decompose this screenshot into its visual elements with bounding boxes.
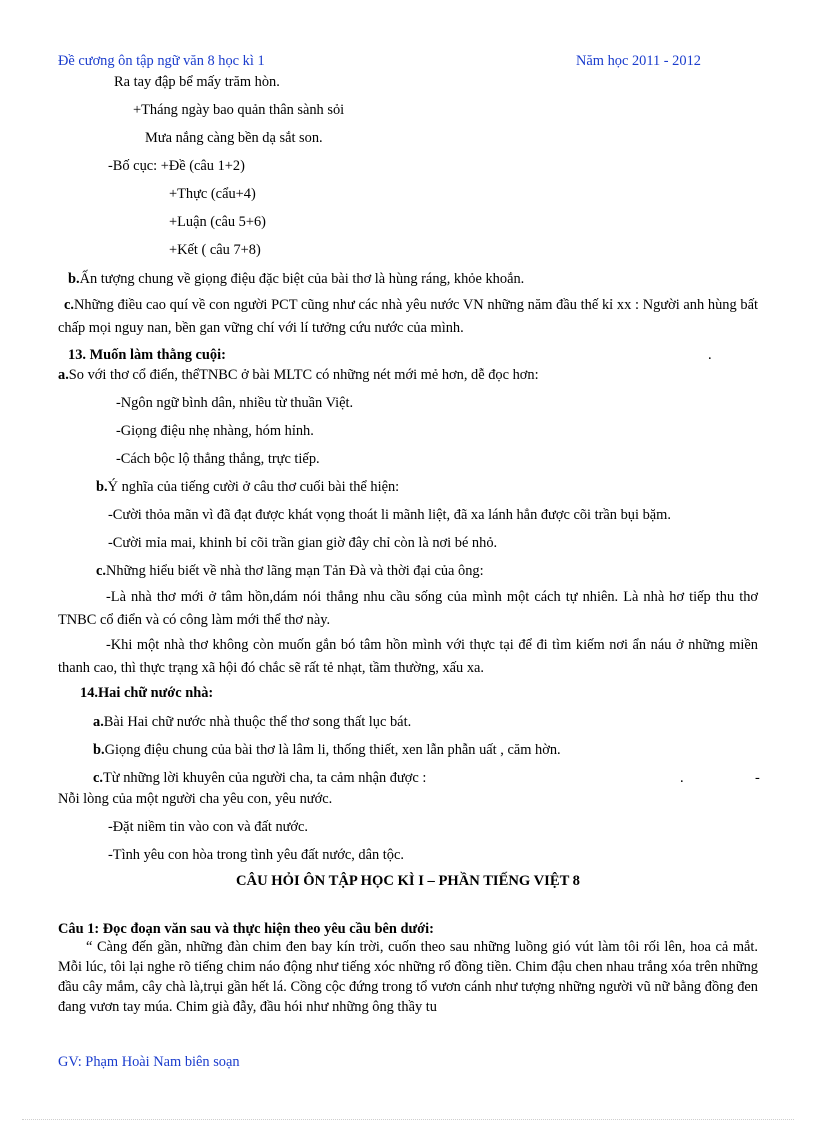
sec13-b-item-1: -Cười thỏa mãn vì đã đạt được khát vọng thoát li mãnh liệt, đã xa lánh hẳn được cõi trần bụi bặm. <box>108 507 671 523</box>
sec12-c-text: Những điều cao quí về con người PCT cũng như các nhà yêu nước VN những năm đầu thế kỉ xx : Người anh hùng bất chấp mọi nguy nan, bền gan vững chí với lí tưởng cứu nước của mình. <box>58 297 758 336</box>
sec14-c-text: Từ những lời khuyên của người cha, ta cảm nhận được : <box>103 770 427 786</box>
structure-ket: +Kết ( câu 7+8) <box>169 242 261 258</box>
sec14-b-text: Giọng điệu chung của bài thơ là lâm li, thống thiết, xen lẫn phẫn uất , căm hờn. <box>104 742 561 758</box>
sec14-a-label: a. <box>93 714 104 730</box>
sec14-b <box>93 741 561 759</box>
sec13-b-label: b. <box>96 479 108 495</box>
sec14-c-continuation: Nỗi lòng của một người cha yêu con, yêu nước. <box>58 791 333 807</box>
sec12-b-text: Ấn tượng chung về giọng điệu đặc biệt của bài thơ là hùng ráng, khỏe khoắn. <box>79 271 525 287</box>
sec14-c-dash: - <box>755 770 760 786</box>
sec13-a-item-3: -Cách bộc lộ thẳng thắng, trực tiếp. <box>116 451 320 467</box>
header-left-title: Đề cương ôn tập ngữ văn 8 học kì 1 <box>58 53 265 69</box>
sec13-a-text: So với thơ cổ điển, thểTNBC ở bài MLTC có những nét mới mẻ hơn, dễ đọc hơn: <box>68 367 539 383</box>
sec13-c-item-1: -Là nhà thơ mới ở tâm hồn,dám nói thẳng nhu cầu sống của mình một cách tự nhiên. Là nhà hơ tiếp thu thơ TNBC cổ điển và có công làm mới thể thơ này. <box>58 589 758 628</box>
sec13-c <box>96 562 484 580</box>
sec13-a <box>58 366 539 384</box>
sec12-b-label: b. <box>68 271 80 287</box>
sec14-c-label: c. <box>93 770 103 786</box>
sec14-heading: 14.Hai chữ nước nhà: <box>80 685 214 701</box>
sec12-c-label: c. <box>64 297 74 313</box>
page-bottom-divider <box>22 1119 794 1120</box>
sec13-b <box>96 478 399 496</box>
question-1-heading: Câu 1: Đọc đoạn văn sau và thực hiện theo yêu cầu bên dưới: <box>58 921 434 937</box>
sec13-c-item-2: -Khi một nhà thơ không còn muốn gắn bó tâm hồn mình với thực tại để đi tìm kiếm nơi ẩn náu ở những miền thanh cao, thì thực trạng xã hội đó chắc sẽ rất tẻ nhạt, tầm thường, xấu xa. <box>58 637 758 676</box>
poem-line-3: Mưa nắng càng bền dạ sắt son. <box>145 130 323 146</box>
poem-line-2: +Tháng ngày bao quản thân sành sỏi <box>133 102 345 118</box>
sec12-b <box>68 270 524 288</box>
sec14-a-text: Bài Hai chữ nước nhà thuộc thể thơ song thất lục bát. <box>103 714 412 730</box>
structure-luan: +Luận (câu 5+6) <box>169 214 266 230</box>
sec14-b-label: b. <box>93 742 105 758</box>
footer-author: GV: Phạm Hoài Nam biên soạn <box>58 1054 240 1070</box>
sec14-a <box>93 713 411 731</box>
sec13-heading: 13. Muốn làm thằng cuội: <box>68 347 226 363</box>
structure-intro: -Bố cục: +Đề (câu 1+2) <box>108 158 245 174</box>
sec13-a-label: a. <box>58 367 69 383</box>
sec13-c-label: c. <box>96 563 106 579</box>
sec14-c <box>93 769 426 787</box>
sec13-b-text: Ý nghĩa của tiếng cười ở câu thơ cuối bài thể hiện: <box>107 479 400 495</box>
poem-line-1: Ra tay đập bể mấy trăm hòn. <box>114 74 280 90</box>
header-school-year: Năm học 2011 - 2012 <box>576 53 701 69</box>
sec13-a-item-1: -Ngôn ngữ bình dân, nhiều từ thuần Việt. <box>116 395 354 411</box>
sec13-heading-dot: . <box>708 347 712 363</box>
section-title: CÂU HỎI ÔN TẬP HỌC KÌ I – PHẦN TIẾNG VIỆT 8 <box>236 873 580 889</box>
question-1-passage: “ Càng đến gần, những đàn chim đen bay kín trời, cuốn theo sau những luồng gió vút làm tôi rối lên, hoa cả mắt. Mỗi lúc, tôi lại nghe rõ tiếng chim náo động như tiếng xóc những rổ đồng tiền. Chim đậu chen nhau trắng xóa trên những đầu cây mắm, cây chà là,trụi gần hết lá. Cồng cộc đứng trong tổ vươn cánh như tượng những người vũ nữ bằng đồng đen đang vươn tay múa. Chim già đẫy, đầu hói như những ông thầy tu <box>58 939 758 1015</box>
sec13-c-text: Những hiểu biết về nhà thơ lãng mạn Tản Đà và thời đại của ông: <box>106 563 484 579</box>
sec12-c <box>58 294 758 340</box>
sec14-c-item-1: -Đặt niềm tin vào con và đất nước. <box>108 819 309 835</box>
sec13-b-item-2: -Cười mỉa mai, khinh bỉ cõi trần gian giờ đây chỉ còn là nơi bé nhỏ. <box>108 535 498 551</box>
sec13-a-item-2: -Giọng điệu nhẹ nhàng, hóm hỉnh. <box>116 423 314 439</box>
sec14-c-item-2: -Tình yêu con hòa trong tình yêu đất nước, dân tộc. <box>108 847 404 863</box>
structure-thuc: +Thực (cẩu+4) <box>169 186 256 202</box>
sec14-c-dot: . <box>680 770 684 786</box>
